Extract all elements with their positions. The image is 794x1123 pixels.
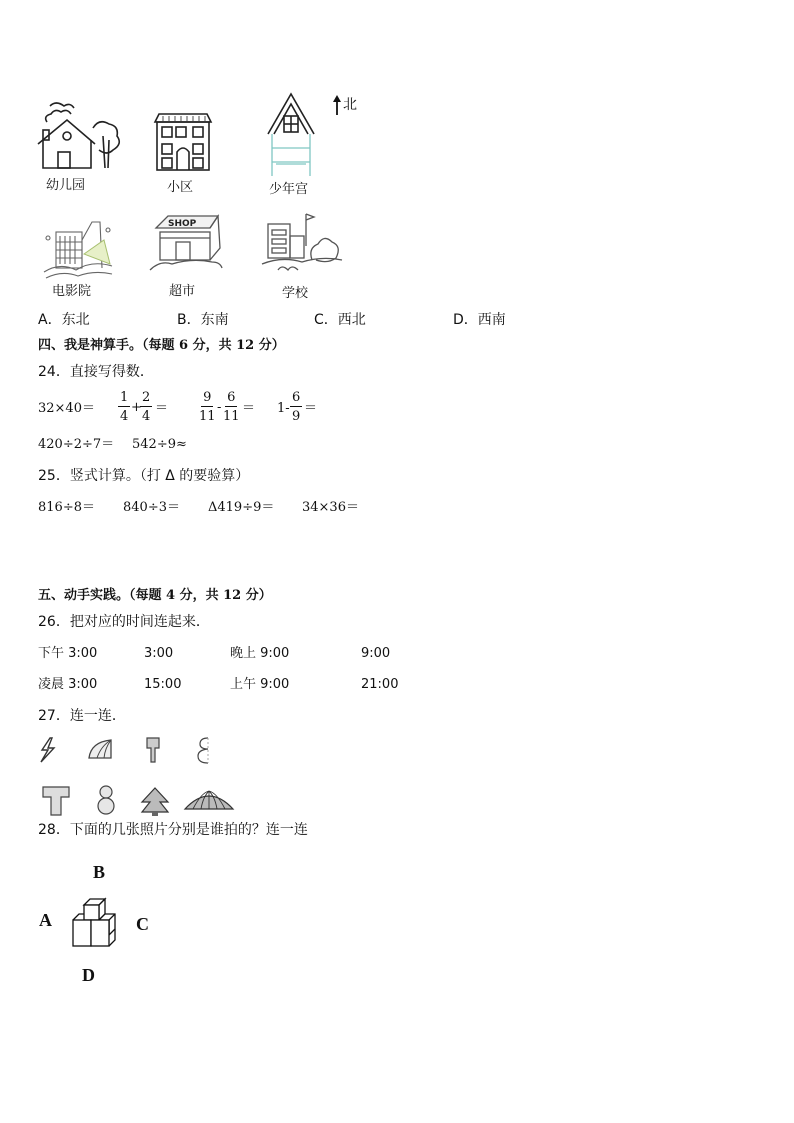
q24-e3-op: - <box>217 400 222 415</box>
q26-r1-c1: 下午 3:00 <box>38 646 98 661</box>
q26-r2-c1: 凌晨 3:00 <box>38 677 98 692</box>
q26-r2-c2: 15:00 <box>144 677 182 692</box>
viewer-label-b: B <box>93 862 106 882</box>
viewer-label-c: C <box>136 914 149 934</box>
option-b: B．东南 <box>177 312 229 328</box>
viewer-label-d: D <box>82 965 95 985</box>
residential-building-picture <box>155 112 215 172</box>
option-d: D．西南 <box>453 312 506 328</box>
q24-e3-eq: ＝ <box>242 401 256 416</box>
school-picture <box>262 212 342 278</box>
supermarket-picture <box>148 214 223 276</box>
q25-item-1: 816÷8＝ <box>38 500 95 515</box>
q24-e4-pre: 1- <box>277 401 290 416</box>
place-label-school: 学校 <box>282 286 309 301</box>
north-label: 北 <box>343 97 357 113</box>
q24-e3-frac1: $\frac{9}{11}$ <box>199 390 216 424</box>
q24-title: 24．直接写得数． <box>38 364 154 380</box>
q26-r2-c4: 21:00 <box>361 677 399 692</box>
place-label-youth-palace: 少年宫 <box>269 182 309 197</box>
option-c: C．西北 <box>314 312 366 328</box>
q24-e2-eq: ＝ <box>155 401 169 416</box>
q24-e2-frac1: $\frac{1}{4}$ <box>120 390 129 424</box>
umbrella-shape <box>183 789 235 813</box>
section-5-title: 五、动手实践。（每题 4 分，共 12 分） <box>38 588 272 603</box>
kindergarten-picture <box>35 100 125 170</box>
q24-expr-1: 32×40＝ <box>38 401 95 416</box>
q25-item-3: Δ419÷9＝ <box>208 500 275 515</box>
q24-e3-frac2: $\frac{6}{11}$ <box>223 390 240 424</box>
q27-title: 27．连一连． <box>38 708 126 724</box>
half-snowman-shape <box>198 736 212 764</box>
mushroom-shape <box>41 785 71 817</box>
shop-sign: SHOP <box>168 219 197 229</box>
q25-item-2: 840÷3＝ <box>123 500 180 515</box>
q26-title: 26．把对应的时间连起来． <box>38 614 210 630</box>
youth-palace-picture <box>262 90 322 180</box>
q24-e4-frac: $\frac{6}{9}$ <box>292 390 301 424</box>
section-4-title: 四、我是神算手。（每题 6 分，共 12 分） <box>38 338 285 353</box>
snowman-shape <box>95 785 117 815</box>
q28-title: 28．下面的几张照片分别是谁拍的？连一连 <box>38 822 308 838</box>
christmas-tree-shape <box>140 786 170 816</box>
half-umbrella-shape <box>87 738 113 762</box>
place-label-supermarket: 超市 <box>169 284 196 299</box>
half-lightning-shape <box>38 736 58 764</box>
q26-r1-c3: 晚上 9:00 <box>230 646 290 661</box>
q25-title: 25．竖式计算。（打 Δ 的要验算） <box>38 468 250 484</box>
q24-e4-eq: ＝ <box>304 401 318 416</box>
q25-item-4: 34×36＝ <box>302 500 359 515</box>
q26-r2-c3: 上午 9:00 <box>230 677 290 692</box>
q24-e2-op: + <box>131 400 142 415</box>
cinema-picture <box>44 220 114 280</box>
north-arrow-icon <box>332 95 342 115</box>
q26-r1-c4: 9:00 <box>361 646 391 661</box>
q24-expr-5: 420÷2÷7＝ <box>38 437 115 452</box>
q24-expr-6: 542÷9≈ <box>132 437 187 452</box>
q26-r1-c2: 3:00 <box>144 646 174 661</box>
q24-e2-frac2: $\frac{2}{4}$ <box>142 390 151 424</box>
place-label-residential: 小区 <box>167 180 194 195</box>
place-label-kindergarten: 幼儿园 <box>46 178 86 193</box>
half-mushroom-shape <box>145 736 161 764</box>
place-label-cinema: 电影院 <box>52 284 92 299</box>
option-a: A．东北 <box>38 312 90 328</box>
stacked-cubes-picture <box>71 897 121 949</box>
viewer-label-a: A <box>39 910 52 930</box>
